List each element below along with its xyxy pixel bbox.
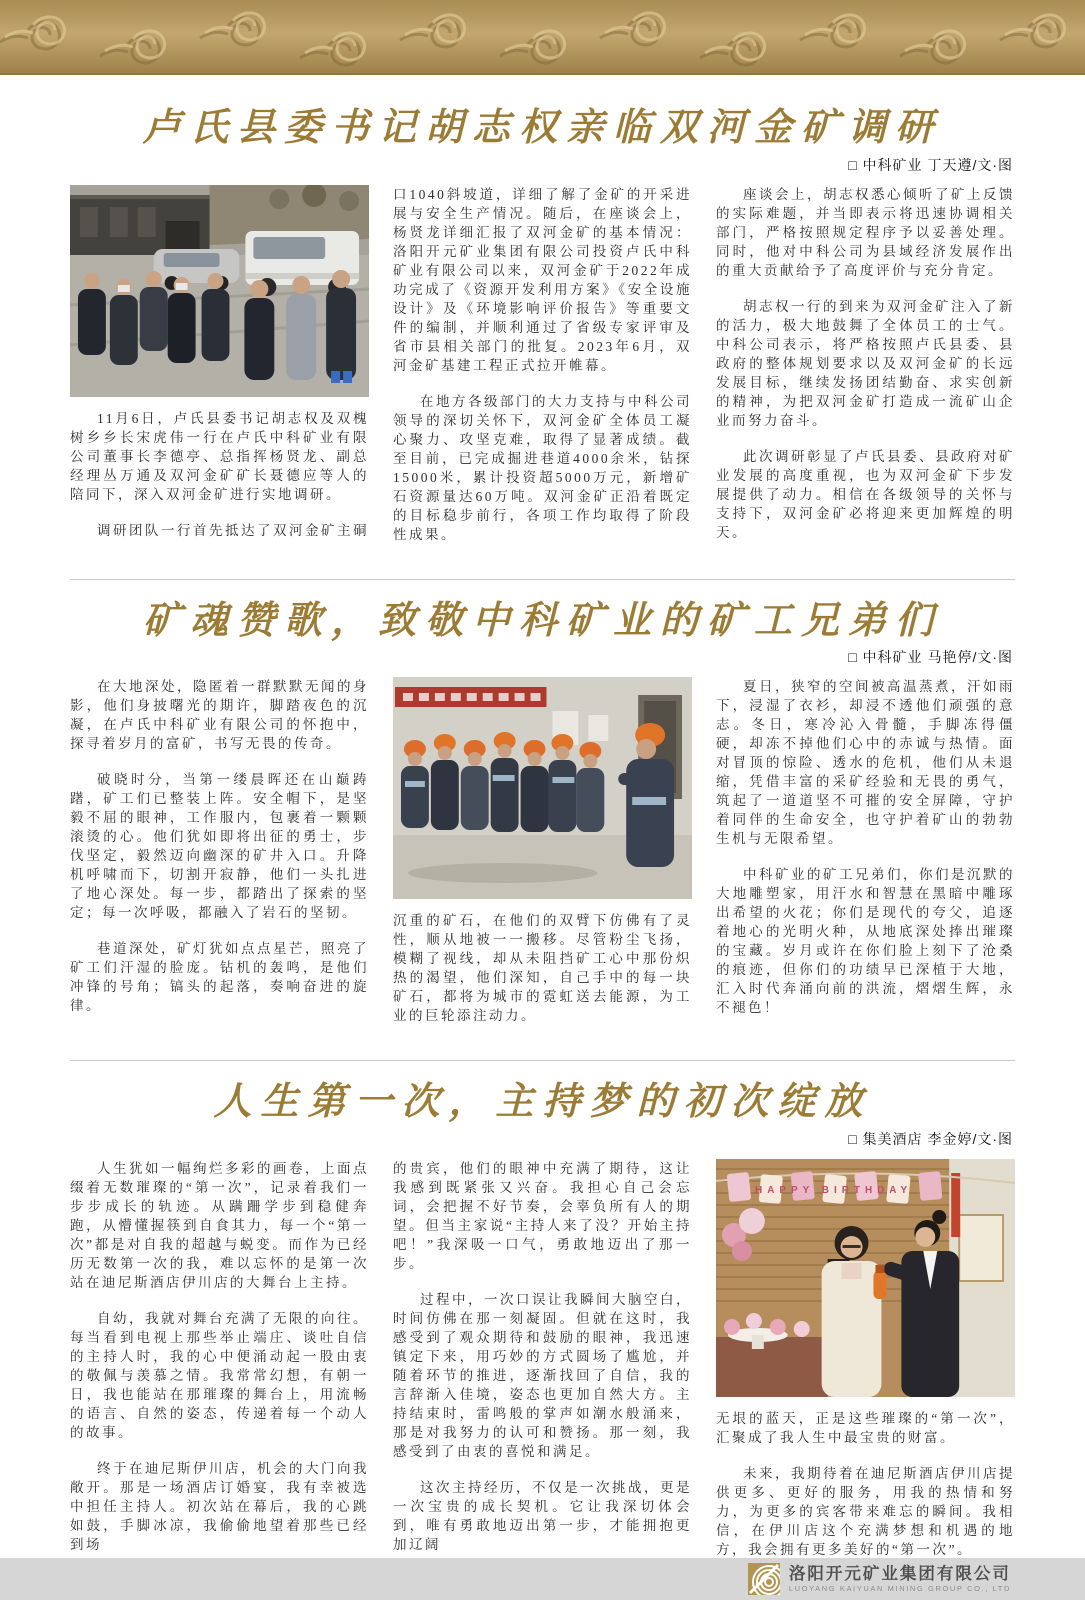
article-title: 矿魂赞歌，致敬中科矿业的矿工兄弟们 bbox=[142, 596, 942, 642]
section-divider bbox=[70, 579, 1015, 580]
paragraph: 胡志权一行的到来为双河金矿注入了新的活力，极大地鼓舞了全体员工的士气。中科公司表示，将严格按照卢氏县委、县政府的整体规划要求以及双河金矿的长远发展目标，继续发扬团结勤奋、求实创新的精神，为把双河金矿打造成一流矿山企业而努力奋斗。 bbox=[716, 298, 1015, 428]
column-2 bbox=[393, 1159, 692, 1576]
newsletter-body bbox=[0, 75, 1085, 1576]
photo-mine-visit bbox=[70, 185, 369, 397]
article-title: 人生第一次，主持梦的初次绽放 bbox=[213, 1078, 872, 1123]
miners-photo bbox=[393, 677, 692, 899]
column-3 bbox=[716, 677, 1015, 1042]
paragraph: 人生犹如一幅绚烂多彩的画卷，上面点缀着无数璀璨的“第一次”，记录着我们一步步成长的轨迹。从蹒跚学步到稳健奔跑，从懵懂握筷到自食其力，每一个“第一次”都是对自我的超越与蜕变。而作为已经历无数第一次的我，难以忘怀的是第一次站在迪尼斯酒店伊川店的大舞台上主持。 bbox=[70, 1160, 369, 1290]
paragraph: 中科矿业的矿工兄弟们，你们是沉默的大地雕塑家，用汗水和智慧在黑暗中雕琢出希望的火花；你们是现代的夸父，追逐着地心的光明火种，从地底深处捧出璀璨的宝藏。岁月或许在你们脸上刻下了沧桑的痕迹，但你们的功绩早已深植于大地，汇入时代奔涌向前的洪流，熠熠生辉，永不褪色！ bbox=[716, 867, 1015, 1015]
paragraph: 自幼，我就对舞台充满了无限的向往。每当看到电视上那些举止端庄、谈吐自信的主持人时，我的心中便涌动起一股由衷的敬佩与羡慕之情。我常常幻想，有朝一日，我也能站在那璀璨的舞台上，用流畅的语言、自然的姿态，传递着每一个动人的故事。 bbox=[70, 1310, 369, 1440]
section-divider bbox=[70, 1060, 1015, 1061]
paragraph: 沉重的矿石，在他们的双臂下仿佛有了灵性，顺从地被一一搬移。尽管粉尘飞扬，模糊了视线，却从未阻挡矿工心中那份炽热的渴望，他们深知，自己手中的每一块矿石，都将为城市的霓虹送去能源，为工业的巨轮添注动力。 bbox=[393, 913, 692, 1023]
paragraph: 无垠的蓝天，正是这些璀璨的“第一次”，汇聚成了我人生中最宝贵的财富。 bbox=[716, 1410, 1015, 1445]
paragraph: 此次调研彰显了卢氏县委、县政府对矿业发展的高度重视，也为双河金矿下步发展提供了动力。相信在各级领导的关怀与支持下，双河金矿必将迎来更加辉煌的明天。 bbox=[716, 448, 1015, 540]
company-logo bbox=[748, 1563, 780, 1595]
column-2 bbox=[393, 185, 692, 561]
column-3 bbox=[716, 185, 1015, 561]
column-2 bbox=[393, 677, 692, 1042]
paragraph: 终于在迪尼斯伊川店，机会的大门向我敞开。那是一场酒店订婚宴，我有幸被选中担任主持人。初次站在幕后，我的心跳如鼓，手脚冰凉，我偷偷地望着那些已经到场 bbox=[70, 1460, 369, 1552]
paragraph: 夏日，狭窄的空间被高温蒸煮，汗如雨下，浸湿了衣衫，却浸不透他们顽强的意志。冬日，寒冷沁入骨髓，手脚冻得僵硬，却冻不掉他们心中的赤诚与热情。面对冒顶的惊险、透水的危机，他们从未退缩，凭借丰富的采矿经验和无畏的勇气，筑起了一道道坚不可摧的安全屏障，守护着同伴的生命安全，也守护着矿山的勃勃生机与无限希望。 bbox=[716, 679, 1015, 846]
column-1 bbox=[70, 1159, 369, 1576]
article-byline: □ 集美酒店 李金婷/文·图 bbox=[848, 1130, 1013, 1147]
article-columns bbox=[70, 677, 1015, 1042]
paragraph: 11月6日，卢氏县委书记胡志权及双槐树乡乡长宋虎伟一行在卢氏中科矿业有限公司董事长李德亭、总指挥杨贤龙、副总经理丛万通及双河金矿矿长聂德应等人的陪同下，深入双河金矿进行实地调研。 bbox=[70, 410, 369, 502]
article-columns bbox=[70, 1159, 1015, 1576]
paragraph: 口1040斜坡道，详细了解了金矿的开采进展与安全生产情况。随后，在座谈会上，杨贤龙详细汇报了双河金矿的基本情况：洛阳开元矿业集团有限公司投资卢氏中科矿业有限公司以来，双河金矿于2022年成功完成了《资源开发利用方案》《安全设施设计》及《环境影响评价报告》等重要文件的编制，并顺利通过了省级专家评审及省市县相关部门的批复。2023年6月，双河金矿基建工程正式拉开帷幕。 bbox=[393, 186, 692, 373]
paragraph: 这次主持经历，不仅是一次挑战，更是一次宝贵的成长契机。它让我深切体会到，唯有勇敢地迈出第一步，才能拥抱更加辽阔 bbox=[393, 1479, 692, 1552]
paragraph: 的贵宾，他们的眼神中充满了期待，这让我感到既紧张又兴奋。我担心自己会忘词，会把握不好节奏，会辜负所有人的期望。但当主家说“主持人来了没？开始主持吧！”我深吸一口气，勇敢地迈出了那一步。 bbox=[393, 1160, 692, 1271]
footer-company-block bbox=[789, 1565, 1011, 1593]
article-byline: □ 中科矿业 丁天遵/文·图 bbox=[848, 156, 1013, 173]
footer-bar bbox=[0, 1558, 1085, 1600]
paragraph: 在大地深处，隐匿着一群默默无闻的身影，他们身披曙光的期许，脚踏夜色的沉凝，在卢氏中科矿业有限公司的怀抱中，探寻着岁月的富矿，书写无畏的传奇。 bbox=[70, 679, 369, 751]
paragraph: 破晓时分，当第一缕晨晖还在山巅踌躇，矿工们已整装上阵。安全帽下，是坚毅不屈的眼神，工作服内，包裹着一颗颗滚烫的心。他们犹如即将出征的勇士，步伐坚定，毅然迈向幽深的矿井入口。升降机呼啸而下，切割开寂静，他们一头扎进了地心深处。每一步，都踏出了探索的坚定；每一次呼吸，都融入了岩石的坚韧。 bbox=[70, 772, 369, 920]
interview-photo bbox=[716, 1159, 1015, 1397]
paragraph: 调研团队一行首先抵达了双河金矿主硐 bbox=[97, 522, 369, 538]
article-columns bbox=[70, 185, 1015, 561]
article-3 bbox=[70, 1077, 1015, 1576]
article-2 bbox=[70, 596, 1015, 1043]
company-name-en: LUOYANG KAIYUAN MINING GROUP CO., LTD bbox=[788, 1583, 1011, 1593]
column-1 bbox=[70, 185, 369, 561]
article-title: 卢氏县委书记胡志权亲临双河金矿调研 bbox=[142, 104, 942, 149]
header-decorative-band bbox=[0, 0, 1085, 75]
article-byline: □ 中科矿业 马艳停/文·图 bbox=[848, 649, 1013, 665]
birthday-banner-text: HAPPY BIRTHDAY bbox=[755, 1184, 913, 1196]
photo-miners bbox=[393, 677, 692, 899]
mine-visit-photo bbox=[70, 185, 369, 397]
paragraph: 在地方各级部门的大力支持与中科公司领导的深切关怀下，双河金矿全体员工凝心聚力、攻坚克难，取得了显著成绩。截至目前，已完成掘进巷道4000余米，钻探15000米，累计投资超5000万元，新增矿石资源量达60万吨。双河金矿正沿着既定的目标稳步前行，各项工作均取得了阶段性成果。 bbox=[393, 393, 692, 542]
paragraph: 巷道深处，矿灯犹如点点星芒，照亮了矿工们汗湿的脸庞。钻机的轰鸣，是他们冲锋的号角；镐头的起落，奏响奋进的旋律。 bbox=[70, 941, 369, 1013]
article-1 bbox=[70, 103, 1015, 561]
photo-interview bbox=[716, 1159, 1015, 1397]
column-1 bbox=[70, 677, 369, 1042]
company-name-cn: 洛阳开元矿业集团有限公司 bbox=[788, 1564, 1011, 1583]
paragraph: 过程中，一次口误让我瞬间大脑空白，时间仿佛在那一刻凝固。但就在这时，我感受到了观众期待和鼓励的眼神，我迅速镇定下来，用巧妙的方式圆场了尴尬，并随着环节的推进，逐渐找回了自信，我的言辞渐入佳境，姿态也更加自然大方。主持结束时，雷鸣般的掌声如潮水般涌来，那是对我努力的认可和赞扬。那一刻，我感受到了由衷的喜悦和满足。 bbox=[393, 1291, 692, 1459]
cloud-pattern-band bbox=[0, 0, 1085, 75]
paragraph: 座谈会上，胡志权悉心倾听了矿上反馈的实际难题，并当即表示将迅速协调相关部门，严格按照规定程序予以妥善处理。同时，他对中科公司为县域经济发展作出的重大贡献给予了高度评价与充分肯定。 bbox=[716, 186, 1015, 278]
paragraph: 未来，我期待着在迪尼斯酒店伊川店提供更多、更好的服务，用我的热情和努力，为更多的宾客带来难忘的瞬间。我相信，在伊川店这个充满梦想和机遇的地方，我会拥有更多美好的“第一次”。 bbox=[716, 1465, 1015, 1557]
column-3 bbox=[716, 1159, 1015, 1576]
